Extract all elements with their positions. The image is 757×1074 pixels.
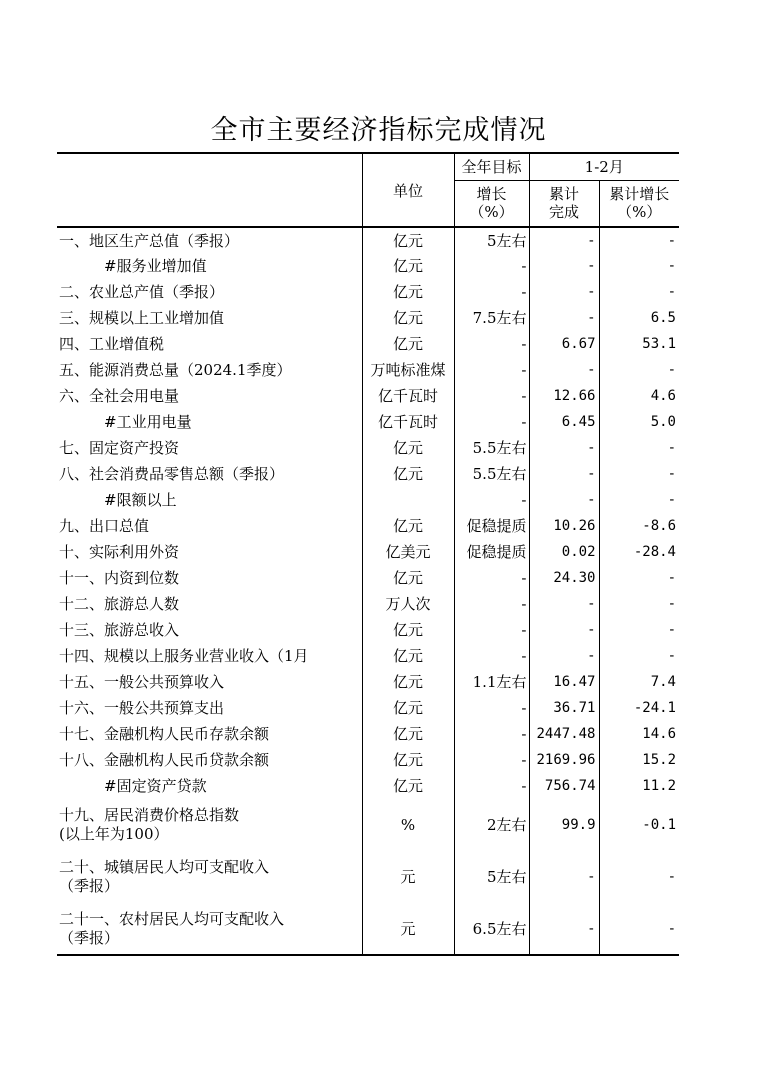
cumulative-value: - (529, 227, 599, 253)
cumulative-value: - (529, 279, 599, 305)
indicator-name: #固定资产贷款 (104, 777, 207, 795)
indicator-unit: 亿元 (362, 253, 454, 279)
table-row (57, 903, 679, 955)
annual-target-value: - (454, 409, 529, 435)
indicator-unit: 亿元 (362, 331, 454, 357)
indicator-name: 十五、一般公共预算收入 (59, 673, 225, 691)
indicator-unit: 亿元 (362, 773, 454, 799)
header-growth-line2: （%） (469, 203, 514, 222)
table-row (57, 799, 679, 851)
table-row (57, 461, 679, 487)
annual-target-value: - (454, 331, 529, 357)
indicator-name: 二、农业总产值（季报） (59, 283, 225, 301)
indicator-name: 三、规模以上工业增加值 (59, 309, 225, 327)
cumulative-growth-value: -0.1 (599, 799, 679, 851)
indicator-name-line: 二十、城镇居民人均可支配收入 (59, 858, 270, 876)
annual-target-value: 2左右 (454, 799, 529, 851)
cumulative-growth-value: 15.2 (599, 747, 679, 773)
cumulative-value: 0.02 (529, 539, 599, 565)
table-row (57, 747, 679, 773)
header-period: 1-2月 (529, 153, 679, 180)
header-cum-growth-line1: 累计增长 (609, 185, 670, 204)
cumulative-value: 6.67 (529, 331, 599, 357)
cumulative-growth-value: - (599, 617, 679, 643)
annual-target-value: 5左右 (454, 227, 529, 253)
indicator-unit: 亿元 (362, 695, 454, 721)
indicator-name: #服务业增加值 (104, 257, 207, 275)
indicator-name-line: （季报） (59, 877, 120, 895)
annual-target-value: 1.1左右 (454, 669, 529, 695)
table-row (57, 409, 679, 435)
table-row (57, 643, 679, 669)
table-row (57, 539, 679, 565)
cumulative-growth-value: 6.5 (599, 305, 679, 331)
indicator-name: 一、地区生产总值（季报） (57, 227, 362, 253)
table-row (57, 851, 679, 903)
cumulative-value: - (529, 903, 599, 955)
cumulative-growth-value: 7.4 (599, 669, 679, 695)
cumulative-value: 99.9 (529, 799, 599, 851)
cumulative-growth-value: - (599, 227, 679, 253)
header-cum-growth-line2: （%） (617, 203, 662, 222)
indicator-name: 十二、旅游总人数 (59, 595, 180, 613)
indicator-name (57, 799, 362, 851)
cumulative-growth-value: - (599, 851, 679, 903)
cumulative-value: 2447.48 (529, 721, 599, 747)
table-row (57, 669, 679, 695)
cumulative-growth-value: - (599, 253, 679, 279)
indicator-unit: 亿元 (362, 643, 454, 669)
indicator-unit: 亿元 (362, 305, 454, 331)
indicator-unit: % (362, 799, 454, 851)
indicator-table (57, 152, 679, 956)
cumulative-value: - (529, 305, 599, 331)
table-row (57, 279, 679, 305)
cumulative-growth-value: 11.2 (599, 773, 679, 799)
indicator-name-line: （季报） (59, 928, 120, 947)
indicator-unit: 亿元 (362, 669, 454, 695)
indicator-unit: 元 (362, 903, 454, 955)
indicator-unit (362, 487, 454, 513)
annual-target-value: 5.5左右 (454, 461, 529, 487)
indicator-name: #限额以上 (104, 491, 177, 509)
header-unit: 单位 (362, 153, 454, 227)
indicator-name: 十三、旅游总收入 (59, 621, 180, 639)
cumulative-growth-value: - (599, 435, 679, 461)
cumulative-growth-value: - (599, 565, 679, 591)
annual-target-value: - (454, 253, 529, 279)
annual-target-value: - (454, 487, 529, 513)
indicator-name: #工业用电量 (104, 413, 192, 431)
indicator-unit: 万人次 (362, 591, 454, 617)
annual-target-value: 促稳提质 (454, 513, 529, 539)
annual-target-value: 6.5左右 (454, 903, 529, 955)
header-annual-target: 全年目标 (454, 153, 529, 180)
table-row (57, 383, 679, 409)
cumulative-growth-value: -24.1 (599, 695, 679, 721)
cumulative-value: 756.74 (529, 773, 599, 799)
table-row (57, 773, 679, 799)
indicator-unit: 亿千瓦时 (362, 409, 454, 435)
cumulative-growth-value: - (599, 279, 679, 305)
header-growth-line1: 增长 (476, 185, 507, 204)
table-row (57, 721, 679, 747)
table-row (57, 435, 679, 461)
page-title: 全市主要经济指标完成情况 (210, 115, 547, 146)
cumulative-value: - (529, 253, 599, 279)
header-growth-pct (454, 180, 529, 227)
cumulative-growth-value: - (599, 643, 679, 669)
cumulative-value: 10.26 (529, 513, 599, 539)
cumulative-growth-value: 14.6 (599, 721, 679, 747)
cumulative-value: 36.71 (529, 695, 599, 721)
header-cumulative-line2: 完成 (548, 203, 579, 222)
indicator-name: 十一、内资到位数 (59, 569, 180, 587)
indicator-name: 十七、金融机构人民币存款余额 (59, 725, 270, 743)
header-blank (57, 153, 362, 227)
cumulative-growth-value: - (599, 461, 679, 487)
header-cum-growth (599, 180, 679, 227)
table-row (57, 253, 679, 279)
table-row (57, 305, 679, 331)
cumulative-value: - (529, 435, 599, 461)
table-row (57, 331, 679, 357)
annual-target-value: - (454, 279, 529, 305)
indicator-unit: 亿元 (362, 279, 454, 305)
cumulative-growth-value: - (599, 487, 679, 513)
table-row (57, 617, 679, 643)
indicator-name-line: 十九、居民消费价格总指数 (59, 806, 240, 824)
cumulative-growth-value: -8.6 (599, 513, 679, 539)
indicator-name: 四、工业增值税 (59, 335, 165, 353)
cumulative-growth-value: 53.1 (599, 331, 679, 357)
annual-target-value: - (454, 721, 529, 747)
indicator-unit: 亿元 (362, 435, 454, 461)
indicator-name-line: (以上年为100） (59, 825, 169, 843)
table-row (57, 227, 679, 253)
annual-target-value: 5.5左右 (454, 435, 529, 461)
indicator-name: 十八、金融机构人民币贷款余额 (59, 751, 270, 769)
indicator-unit: 亿元 (362, 565, 454, 591)
cumulative-value: - (529, 357, 599, 383)
cumulative-growth-value: 5.0 (599, 409, 679, 435)
indicator-unit: 亿元 (362, 617, 454, 643)
indicator-name (57, 903, 362, 955)
cumulative-growth-value: - (599, 357, 679, 383)
indicator-unit: 亿千瓦时 (362, 383, 454, 409)
cumulative-value: - (529, 487, 599, 513)
cumulative-value: - (529, 851, 599, 903)
annual-target-value: - (454, 747, 529, 773)
cumulative-value: 24.30 (529, 565, 599, 591)
annual-target-value: - (454, 643, 529, 669)
cumulative-value: - (529, 617, 599, 643)
cumulative-growth-value: - (599, 903, 679, 955)
indicator-unit: 亿元 (362, 461, 454, 487)
indicator-name-line: 二十一、农村居民人均可支配收入 (59, 909, 285, 928)
indicator-unit: 亿元 (362, 747, 454, 773)
cumulative-value: - (529, 643, 599, 669)
annual-target-value: 7.5左右 (454, 305, 529, 331)
header-cumulative (529, 180, 599, 227)
annual-target-value: - (454, 695, 529, 721)
indicator-unit: 元 (362, 851, 454, 903)
header-cumulative-line1: 累计 (548, 185, 579, 204)
indicator-unit: 亿元 (362, 227, 454, 253)
indicator-name: 十四、规模以上服务业营业收入（1月 (59, 647, 309, 665)
indicator-unit: 亿美元 (362, 539, 454, 565)
annual-target-value: - (454, 591, 529, 617)
indicator-name: 五、能源消费总量（2024.1季度） (59, 361, 292, 379)
indicator-name (57, 851, 362, 903)
annual-target-value: - (454, 565, 529, 591)
annual-target-value: - (454, 357, 529, 383)
cumulative-value: 2169.96 (529, 747, 599, 773)
cumulative-value: 6.45 (529, 409, 599, 435)
cumulative-value: 16.47 (529, 669, 599, 695)
table-row (57, 513, 679, 539)
cumulative-growth-value: -28.4 (599, 539, 679, 565)
indicator-name: 九、出口总值 (59, 517, 150, 535)
annual-target-value: - (454, 383, 529, 409)
cumulative-growth-value: 4.6 (599, 383, 679, 409)
annual-target-value: - (454, 617, 529, 643)
indicator-unit: 万吨标准煤 (362, 357, 454, 383)
cumulative-value: - (529, 461, 599, 487)
annual-target-value: 5左右 (454, 851, 529, 903)
indicator-name: 六、全社会用电量 (59, 387, 180, 405)
table-row (57, 565, 679, 591)
table-row (57, 591, 679, 617)
indicator-name: 十六、一般公共预算支出 (59, 699, 225, 717)
indicator-name: 八、社会消费品零售总额（季报） (59, 465, 285, 483)
cumulative-value: - (529, 591, 599, 617)
cumulative-growth-value: - (599, 591, 679, 617)
indicator-unit: 亿元 (362, 513, 454, 539)
table-row (57, 357, 679, 383)
annual-target-value: - (454, 773, 529, 799)
table-row (57, 487, 679, 513)
table-row (57, 695, 679, 721)
indicator-name: 七、固定资产投资 (59, 439, 180, 457)
cumulative-value: 12.66 (529, 383, 599, 409)
indicator-unit: 亿元 (362, 721, 454, 747)
indicator-name: 十、实际利用外资 (59, 543, 180, 561)
annual-target-value: 促稳提质 (454, 539, 529, 565)
